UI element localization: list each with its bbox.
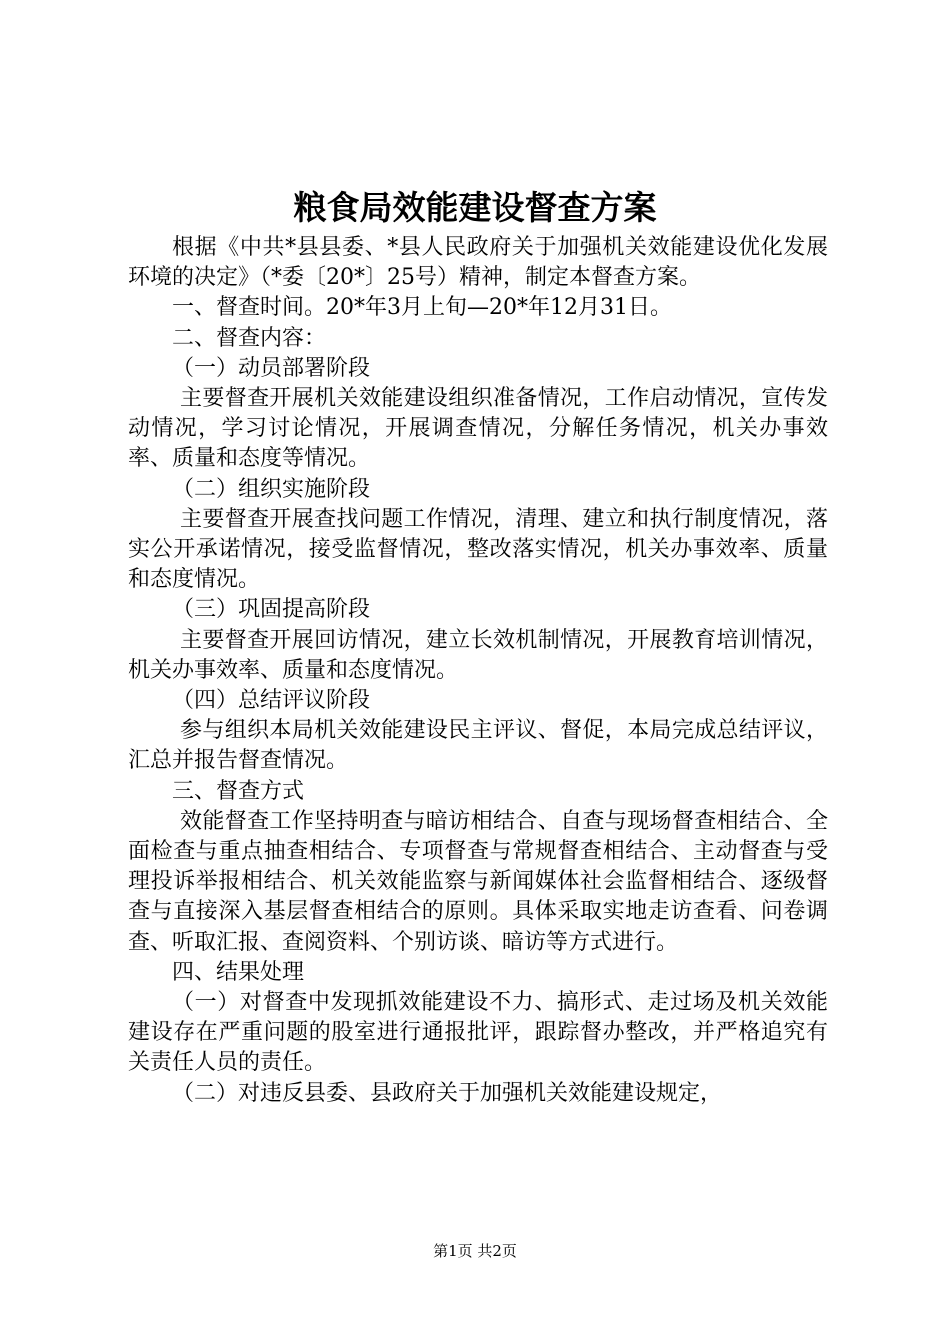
paragraph-basis: 根据《中共*县县委、*县人民政府关于加强机关效能建设优化发展环境的决定》（*委〔20*〕25号）精神，制定本督查方案。 bbox=[128, 235, 828, 291]
subsection-3-heading: （三）巩固提高阶段 bbox=[172, 597, 371, 623]
subsection-1-heading: （一）动员部署阶段 bbox=[172, 355, 371, 381]
subsection-1-body: 主要督查开展机关效能建设组织准备情况，工作启动情况，宣传发动情况，学习讨论情况，开展调查情况，分解任务情况，机关办事效率、质量和态度等情况。 bbox=[128, 386, 828, 472]
page-footer: 第1页 共2页 bbox=[433, 1242, 517, 1260]
section-4-heading: 四、结果处理 bbox=[172, 959, 305, 985]
section-3-heading: 三、督查方式 bbox=[172, 778, 305, 804]
document-body bbox=[128, 233, 828, 1109]
subsection-2-heading: （二）组织实施阶段 bbox=[172, 476, 371, 502]
section-1-time: 一、督查时间。20*年3月上旬—20*年12月31日。 bbox=[172, 295, 672, 321]
result-item-1: （一）对督查中发现抓效能建设不力、搞形式、走过场及机关效能建设存在严重问题的股室进行通报批评，跟踪督办整改，并严格追究有关责任人员的责任。 bbox=[128, 990, 828, 1076]
section-3-body: 效能督查工作坚持明查与暗访相结合、自查与现场督查相结合、全面检查与重点抽查相结合、专项督查与常规督查相结合、主动督查与受理投诉举报相结合、机关效能监察与新闻媒体社会监督相结合、逐级督查与直接深入基层督查相结合的原则。具体采取实地走访查看、问卷调查、听取汇报、查阅资料、个别访谈、暗访等方式进行。 bbox=[128, 808, 828, 955]
section-2-heading: 二、督查内容： bbox=[172, 325, 327, 351]
subsection-2-body: 主要督查开展查找问题工作情况，清理、建立和执行制度情况，落实公开承诺情况，接受监督情况，整改落实情况，机关办事效率、质量和态度情况。 bbox=[128, 506, 828, 593]
result-item-2: （二）对违反县委、县政府关于加强机关效能建设规定， bbox=[172, 1080, 723, 1106]
document-title: 粮食局效能建设督查方案 bbox=[293, 188, 657, 227]
subsection-4-heading: （四）总结评议阶段 bbox=[172, 688, 371, 714]
subsection-4-body: 参与组织本局机关效能建设民主评议、督促，本局完成总结评议，汇总并报告督查情况。 bbox=[128, 718, 828, 774]
subsection-3-body: 主要督查开展回访情况，建立长效机制情况，开展教育培训情况，机关办事效率、质量和态度情况。 bbox=[128, 627, 828, 683]
